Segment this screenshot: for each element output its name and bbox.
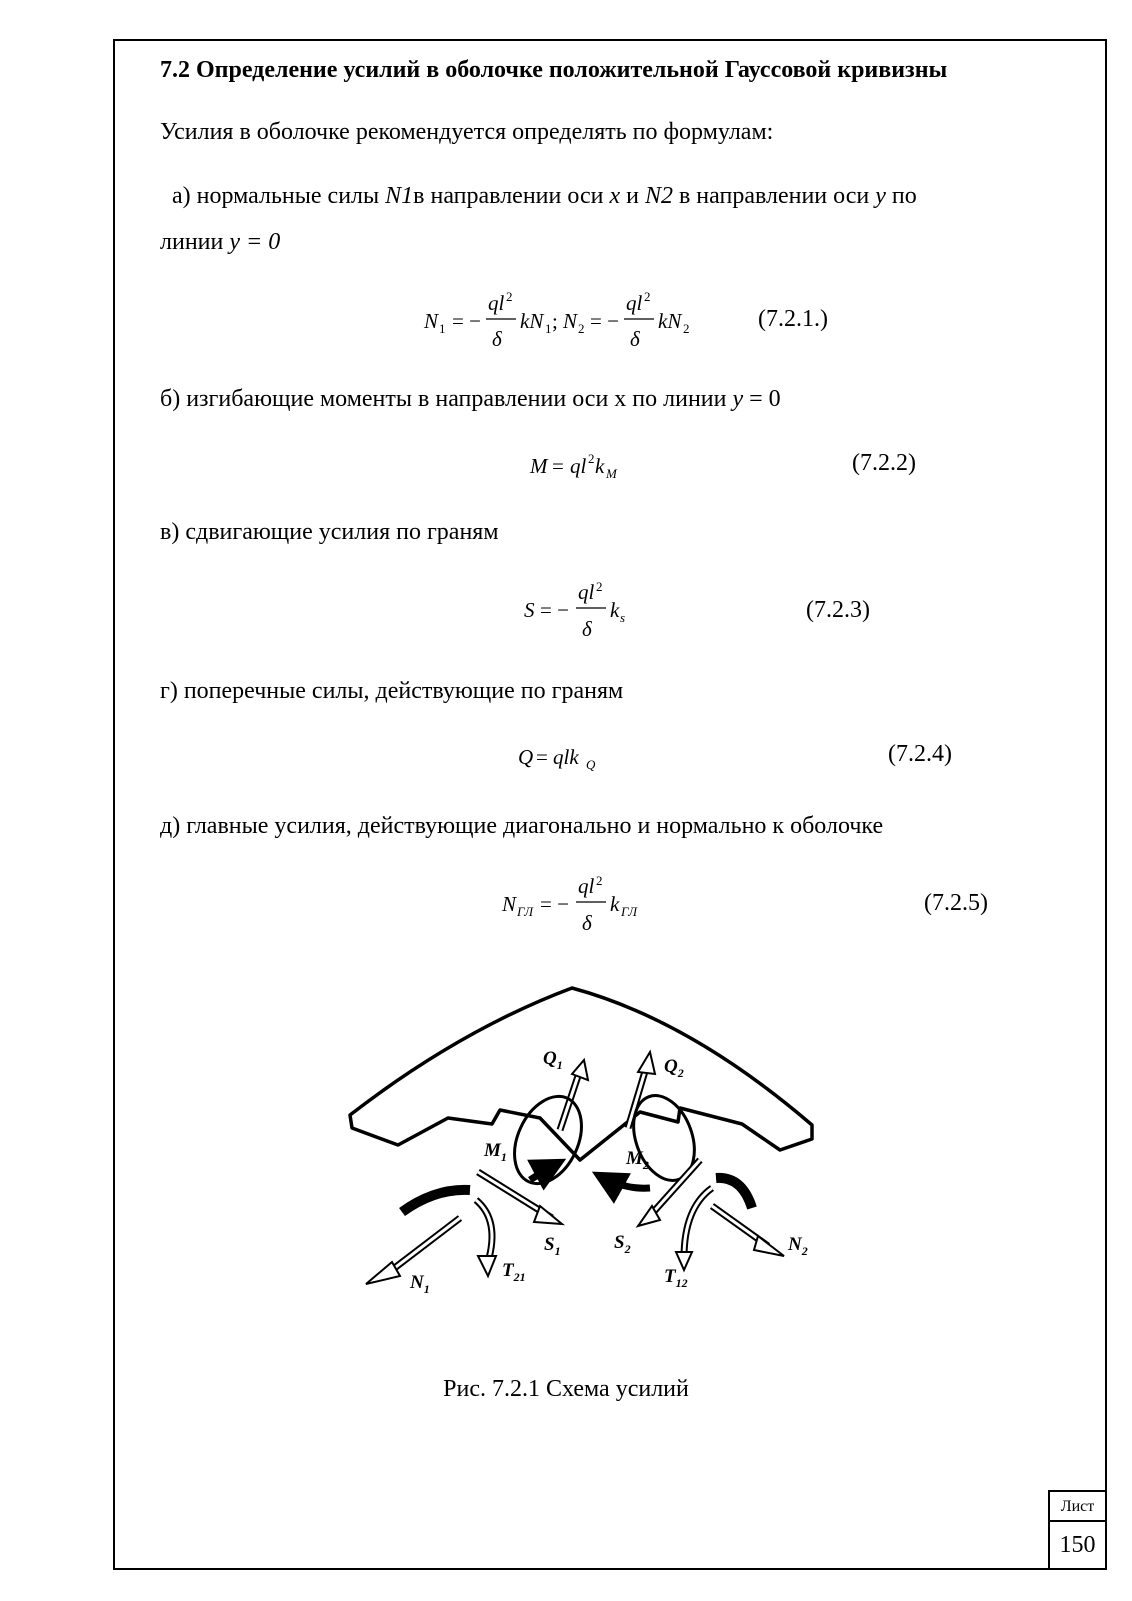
q1-label: $Q_1$ [543, 1048, 563, 1072]
svg-text:ГЛ: ГЛ [517, 904, 534, 919]
item-a-text-4: в направлении оси [672, 183, 876, 209]
item-a-text-3: и [620, 183, 645, 209]
item-v-text: в) сдвигающие усилия по граням [160, 519, 499, 545]
item-a-line2 [160, 227, 280, 257]
equation-7-2-1 [420, 288, 710, 352]
item-a-line2-text: линии [160, 229, 230, 255]
svg-text:ql: ql [578, 580, 595, 604]
q2-label: $Q_2$ [664, 1056, 684, 1080]
equation-number-7-2-3: (7.2.3) [806, 597, 870, 623]
n1-label: $N_1$ [410, 1272, 430, 1296]
svg-text:2: 2 [596, 874, 603, 888]
n1-arrow [366, 1190, 470, 1284]
item-a-math-x: x [609, 183, 621, 209]
t21-label: $T_{21}$ [502, 1260, 526, 1284]
svg-text:2: 2 [578, 321, 585, 336]
svg-text:ql: ql [488, 291, 505, 315]
svg-text:= −: = − [540, 598, 569, 622]
svg-text:N: N [563, 309, 578, 333]
m2-label: $M_2$ [626, 1148, 649, 1172]
equation-7-2-2 [528, 448, 648, 484]
svg-text:N: N [502, 892, 517, 916]
n2-label: $N_2$ [788, 1234, 808, 1258]
svg-text:qlk: qlk [553, 745, 579, 769]
svg-text:Q: Q [586, 757, 596, 772]
svg-text:2: 2 [596, 580, 603, 594]
svg-text:k: k [610, 598, 620, 622]
intro-text: Усилия в оболочке рекомендуется определять по формулам: [160, 119, 774, 145]
s1-label: $S_1$ [544, 1234, 561, 1258]
item-a-line1 [172, 181, 917, 211]
item-a-math-n1: N1 [385, 183, 414, 209]
t12-label: $T_{12}$ [664, 1266, 688, 1290]
svg-text:ql: ql [570, 454, 587, 478]
equation-number-7-2-5: (7.2.5) [924, 890, 988, 916]
svg-text:δ: δ [582, 617, 592, 641]
svg-text:k: k [595, 454, 605, 478]
item-d-text: д) главные усилия, действующие диагонально и нормально к оболочке [160, 813, 884, 839]
item-b-math-y: y [732, 386, 744, 412]
sheet-number: 150 [1048, 1520, 1107, 1570]
item-a-line2-math: y = 0 [229, 229, 281, 255]
svg-text:1: 1 [545, 321, 552, 336]
svg-text:2: 2 [506, 289, 513, 304]
item-a-math-y: y [875, 183, 886, 209]
svg-text:s: s [620, 610, 626, 625]
equation-number-7-2-2: (7.2.2) [852, 450, 916, 476]
svg-text:Q: Q [518, 745, 534, 769]
item-a-text-2: в направлении оси [413, 183, 610, 209]
figure-caption: Рис. 7.2.1 Схема усилий [443, 1376, 689, 1402]
m1-label: $M_1$ [484, 1140, 507, 1164]
svg-text:ql: ql [578, 874, 595, 898]
item-a-text-5: по [885, 183, 917, 209]
svg-text:= −: = − [540, 892, 569, 916]
item-b-text [160, 384, 781, 414]
svg-text:N: N [424, 309, 439, 333]
svg-text:δ: δ [630, 327, 640, 351]
svg-text:δ: δ [582, 911, 592, 935]
item-a-text-1: а) нормальные силы [172, 183, 386, 209]
equation-number-7-2-4: (7.2.4) [888, 741, 952, 767]
item-b-text-2: = 0 [743, 386, 781, 412]
sheet-label: Лист [1048, 1490, 1107, 1522]
svg-text:M: M [530, 454, 548, 478]
equation-7-2-3 [520, 580, 640, 644]
svg-text:M: M [606, 466, 617, 481]
svg-text:2: 2 [683, 321, 690, 336]
svg-text:S: S [524, 598, 535, 622]
t12-arrow [676, 1188, 712, 1270]
equation-7-2-5 [498, 874, 658, 938]
svg-text:;: ; [552, 309, 558, 333]
svg-text:kN: kN [520, 309, 544, 333]
svg-text:δ: δ [492, 327, 502, 351]
n2-arrow [712, 1178, 784, 1256]
svg-text:= −: = − [590, 309, 619, 333]
equation-7-2-4 [516, 740, 626, 776]
item-b-text-1: б) изгибающие моменты в направлении оси х по линии [160, 386, 733, 412]
svg-text:2: 2 [644, 289, 651, 304]
svg-text:kN: kN [658, 309, 682, 333]
svg-text:ql: ql [626, 291, 643, 315]
svg-text:= −: = − [452, 309, 481, 333]
svg-text:=: = [536, 745, 548, 769]
item-g-text: г) поперечные силы, действующие по граням [160, 678, 624, 704]
s2-label: $S_2$ [614, 1232, 631, 1256]
equation-number-7-2-1: (7.2.1.) [758, 306, 828, 332]
svg-text:1: 1 [439, 321, 446, 336]
page-frame [113, 39, 1107, 1570]
t21-arrow [476, 1200, 496, 1276]
svg-text:2: 2 [588, 451, 595, 466]
svg-text:=: = [552, 454, 564, 478]
svg-text:ГЛ: ГЛ [621, 904, 638, 919]
section-heading: 7.2 Определение усилий в оболочке положительной Гауссовой кривизны [160, 57, 948, 83]
item-a-math-n2: N2 [644, 183, 673, 209]
shell-forces-figure [340, 980, 830, 1310]
svg-text:k: k [610, 892, 620, 916]
